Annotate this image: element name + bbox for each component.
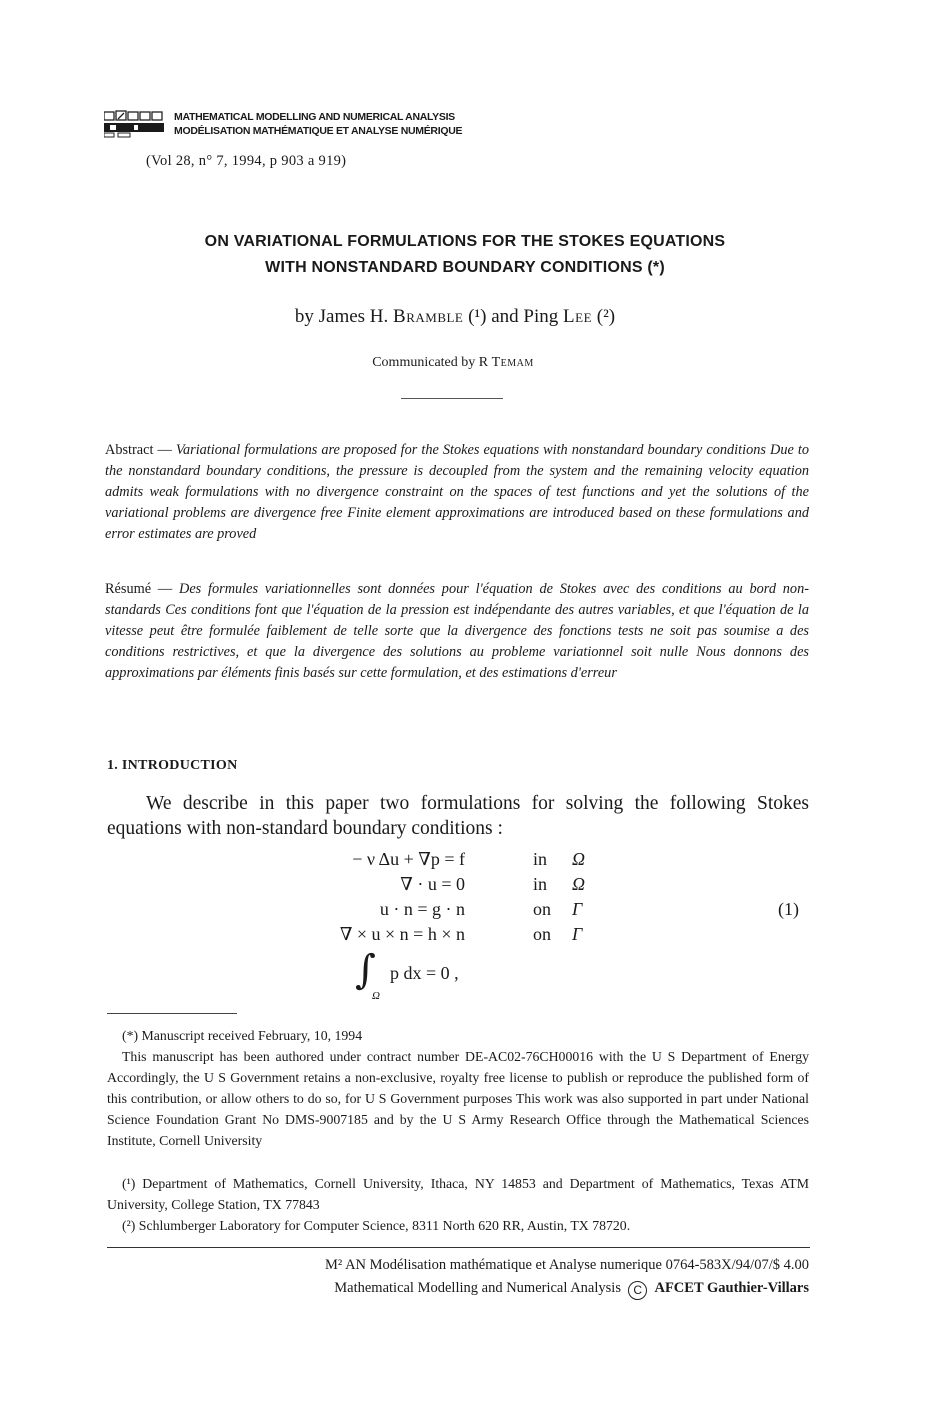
resume <box>105 579 809 684</box>
footnote-separator <box>107 1013 237 1014</box>
equation-domain-2: Ω <box>572 874 586 894</box>
equation-lhs-1: − ν Δu + ∇p = f <box>352 849 465 869</box>
equation-lhs-2: ∇ · u = 0 <box>400 874 465 894</box>
author-line <box>0 306 910 328</box>
section-heading: 1. INTRODUCTION <box>107 758 238 773</box>
equation-cond-4: on <box>533 924 551 944</box>
equation-domain-1: Ω <box>572 849 586 869</box>
journal-logo <box>104 110 166 138</box>
copyright-icon: C <box>628 1281 647 1300</box>
equation-number: (1) <box>778 899 799 919</box>
paper-title-line2: WITH NONSTANDARD BOUNDARY CONDITIONS (*) <box>265 259 665 276</box>
equation-cond-1: in <box>533 849 548 869</box>
equation-cond-2: in <box>533 874 548 894</box>
bottom-rule <box>107 1247 810 1248</box>
footnote-affiliation-1: (¹) Department of Mathematics, Cornell University, Ithaca, NY 14853 and Department of Mathematics, Texas ATM University, College Station, TX 77843 <box>107 1176 809 1212</box>
title-separator <box>401 398 503 399</box>
communicated-name: Temam <box>491 355 534 370</box>
equation-lhs-4: ∇ × u × n = h × n <box>339 924 465 944</box>
author-by: by James H. <box>294 306 389 327</box>
intro-text: We describe in this paper two formulations for solving the following Stokes equations with non-standard boundary conditions : <box>107 793 809 839</box>
abstract-label: Abstract — <box>105 442 172 458</box>
author2-ref: (²) <box>596 306 616 327</box>
journal-name-en: MATHEMATICAL MODELLING AND NUMERICAL ANALYSIS <box>174 111 455 123</box>
equation-domain-3: Γ <box>572 899 583 919</box>
footnote-affiliation-2: (²) Schlumberger Laboratory for Computer Science, 8311 North 620 RR, Austin, TX 78720. <box>122 1218 631 1233</box>
resume-text: Des formules variationnelles sont données pour l'équation de Stokes avec des conditions au bord non-standards Ces conditions font que l'équation de la pression est indépendante des autres variables, et que l'équation de la vitesse peut être formulée faiblement de telle sorte que la divergence des fonctions tests ne soit pas soumise a des conditions restrictives, et que la divergence des solutions au probleme variationnel soit nulle Nous donnons des approximations par éléments finis basés sur cette formulation, et des estimations d'erreur <box>105 581 809 681</box>
paper-title-line1: ON VARIATIONAL FORMULATIONS FOR THE STOKES EQUATIONS <box>204 233 726 250</box>
author1-ref: (¹) <box>468 306 487 327</box>
journal-name-fr: MODÉLISATION MATHÉMATIQUE ET ANALYSE NUMÉRIQUE <box>174 125 463 137</box>
integral-sign: ∫ <box>355 947 376 993</box>
publisher-line <box>0 1280 809 1300</box>
footnote-funding: This manuscript has been authored under contract number DE-AC02-76CH00016 with the U S Department of Energy Accordingly, the U S Government retains a non-exclusive, royalty free license to publish or reproduce the published form of this contribution, or allow others to do so, for U S Government purposes This work was also supported in part under National Science Foundation Grant No DMS-9007185 and by the U S Army Research Office through the Mathematical Sciences Institute, Cornell University <box>107 1049 809 1148</box>
integral-domain: Ω <box>372 990 380 1002</box>
journal-issn-line: M² AN Modélisation mathématique et Analyse numerique 0764-583X/94/07/$ 4.00 <box>325 1257 809 1273</box>
author-and: and Ping <box>491 306 559 327</box>
author2-surname: Lee <box>563 306 593 327</box>
resume-label: Résumé — <box>105 581 173 597</box>
intro-paragraph <box>107 791 809 841</box>
abstract <box>105 440 809 545</box>
integral-expression: p dx = 0 , <box>390 963 459 983</box>
journal-name-line: Mathematical Modelling and Numerical Analysis <box>334 1280 621 1296</box>
communicated-by <box>0 355 906 371</box>
volume-info: (Vol 28, n° 7, 1994, p 903 a 919) <box>146 153 347 169</box>
author1-surname: Bramble <box>393 306 464 327</box>
equation-cond-3: on <box>533 899 551 919</box>
publisher-name: AFCET Gauthier-Villars <box>654 1280 809 1296</box>
footnote-received: (*) Manuscript received February, 10, 1994 <box>122 1028 363 1043</box>
abstract-text: Variational formulations are proposed for the Stokes equations with nonstandard boundary conditions Due to the nonstandard boundary conditions, the pressure is decoupled from the system and the remaining velocity equation admits weak formulations with no divergence constraint on the spaces of test functions and yet the solutions of the variational problems are divergence free Finite element approximations are introduced based on these formulations and error estimates are proved <box>105 442 809 542</box>
equation-lhs-3: u · n = g · n <box>379 899 465 919</box>
communicated-label: Communicated by R <box>372 355 489 370</box>
equation-domain-4: Γ <box>572 924 583 944</box>
